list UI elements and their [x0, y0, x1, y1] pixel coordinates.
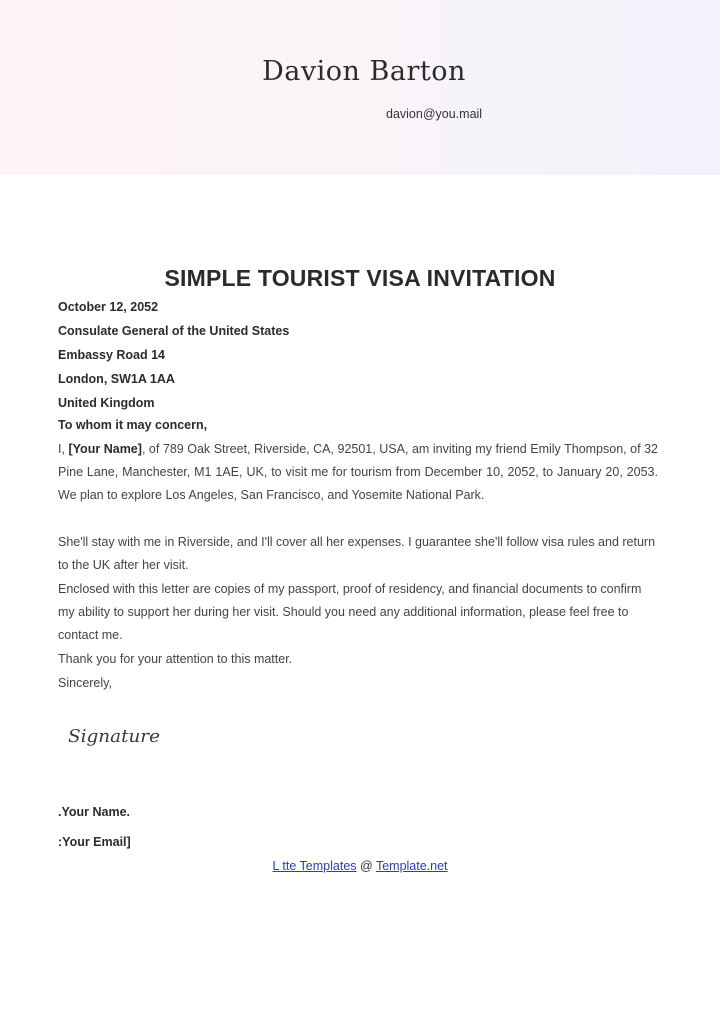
- letter-date: October 12, 2052: [58, 300, 159, 314]
- recipient-line-2: Embassy Road 14: [58, 348, 165, 362]
- header-band: [0, 0, 720, 175]
- salutation: To whom it may concern,: [58, 418, 208, 432]
- your-name-placeholder: [Your Name]: [68, 442, 142, 456]
- recipient-line-1: Consulate General of the United States: [58, 324, 290, 338]
- footer-credit: [0, 859, 720, 873]
- sender-email: davion@you.mail: [386, 107, 483, 121]
- body-paragraph-2: She'll stay with me in Riverside, and I'll cover all her expenses. I guarantee she'll follow visa rules and return to the UK after her visit.: [58, 535, 656, 573]
- signature-script: Signature: [68, 726, 160, 747]
- body-paragraph-3: Enclosed with this letter are copies of my passport, proof of residency, and financial documents to confirm my ability to support her during her visit. Should you need any additional information, please feel free to contact me.: [58, 582, 642, 643]
- document-title: SIMPLE TOURIST VISA INVITATION: [164, 265, 556, 291]
- recipient-line-4: United Kingdom: [58, 396, 155, 410]
- signer-name-placeholder: .Your Name.: [58, 805, 131, 819]
- body-paragraph-1: [58, 438, 658, 508]
- body-paragraph-1-prefix: I,: [58, 442, 65, 456]
- closing: Sincerely,: [58, 676, 112, 690]
- body-paragraph-1-text: , of 789 Oak Street, Riverside, CA, 92501, USA, am inviting my friend Emily Thompson, of 32 Pine Lane, Manchester, M1 1AE, UK, to visit me for tourism from December 10, 2052, to January 20, 2053. We plan to explore Los Angeles, San Francisco, and Yosemite National Park.: [58, 442, 659, 503]
- recipient-line-3: London, SW1A 1AA: [58, 372, 175, 386]
- letter-templates-link[interactable]: L tte Templates: [272, 859, 357, 873]
- template-net-link[interactable]: Template.net: [375, 859, 448, 873]
- body-paragraph-4: Thank you for your attention to this matter.: [58, 652, 293, 666]
- footer-separator: @: [356, 859, 376, 873]
- signer-email-placeholder: :Your Email]: [58, 835, 131, 849]
- signature-image: [66, 718, 166, 752]
- sender-name: Davion Barton: [262, 56, 466, 87]
